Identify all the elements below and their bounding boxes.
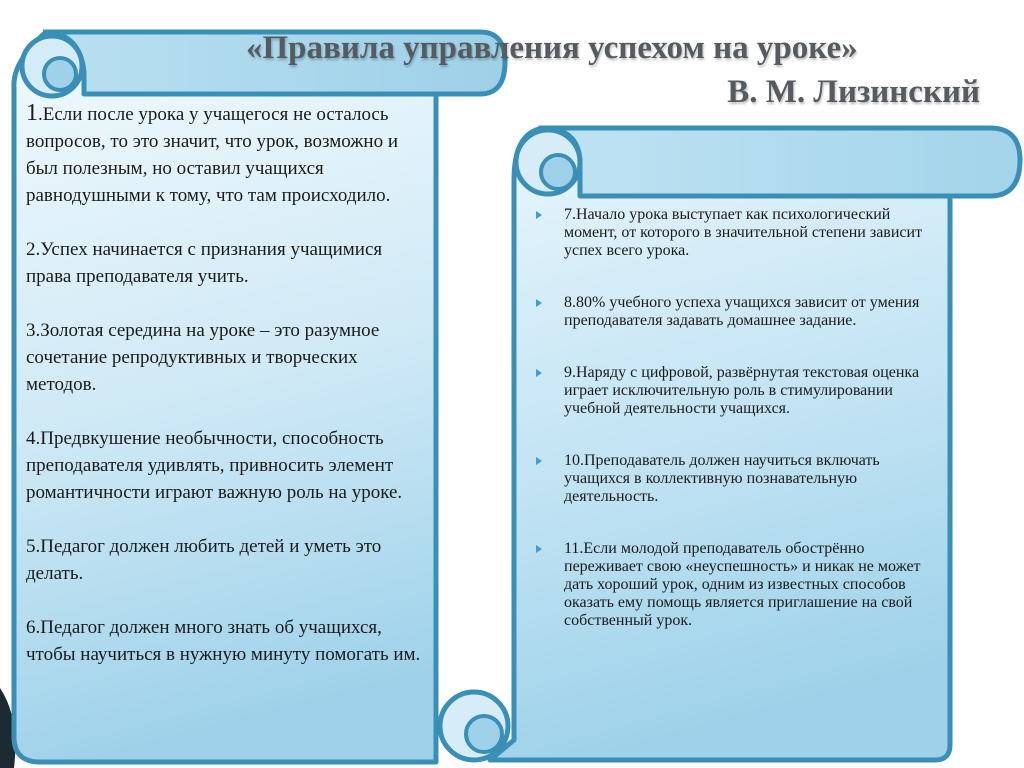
rule-7 [536,206,932,260]
rule-1-number: 1 [26,100,38,126]
right-rules-list [536,206,932,664]
rule-7-text: 7.Начало урока выступает как психологический момент, от которого в значительной степени зависит успех всего урока. [564,206,923,259]
title-line: «Правила управления успехом на уроке» [246,30,858,66]
rule-5: 5.Педагог должен любить детей и уметь это делать. [26,536,382,584]
left-rules-text [26,100,430,668]
rule-8 [536,294,932,330]
author-name: В. М. Лизинский [727,74,980,110]
rule-11-text: 11.Если молодой преподаватель обострённо переживает свою «неуспешность» и никак не может дать хороший урок, одним из известных способов оказать ему помощь является приглашение на свой собственный урок. [564,540,921,629]
rule-6: 6.Педагог должен много знать об учащихся, чтобы научиться в нужную минуту помогать им. [26,617,421,665]
rule-2: 2.Успех начинается с признания учащимися права преподавателя учить. [26,239,383,287]
rule-10-text: 10.Преподаватель должен научиться включать учащихся в коллективную познавательную деятельность. [564,452,880,505]
rule-11 [536,540,932,630]
rule-1-text: .Если после урока у учащегося не осталось вопросов, то это значит, что урок, возможно и был полезным, но оставил учащихся равнодушными к тому, что там происходило. [26,104,399,206]
rule-9-text: 9.Наряду с цифровой, развёрнутая текстовая оценка играет исключительную роль в стимулировании учебной деятельности учащихся. [564,364,920,417]
rule-9 [536,364,932,418]
bullet-arrow-icon [536,545,542,553]
rule-1 [26,100,430,209]
rule-4: 4.Предвкушение необычности, способность преподавателя удивлять, привносить элемент романтичности играют важную роль на уроке. [26,428,403,503]
bullet-arrow-icon [536,211,542,219]
bullet-arrow-icon [536,299,542,307]
bullet-arrow-icon [536,457,542,465]
bullet-arrow-icon [536,369,542,377]
rule-10 [536,452,932,506]
rule-8-text: 8.80% учебного успеха учащихся зависит от умения преподавателя задавать домашнее задание. [564,294,920,329]
rule-3: 3.Золотая середина на уроке – это разумное сочетание репродуктивных и творческих методов. [26,320,380,395]
